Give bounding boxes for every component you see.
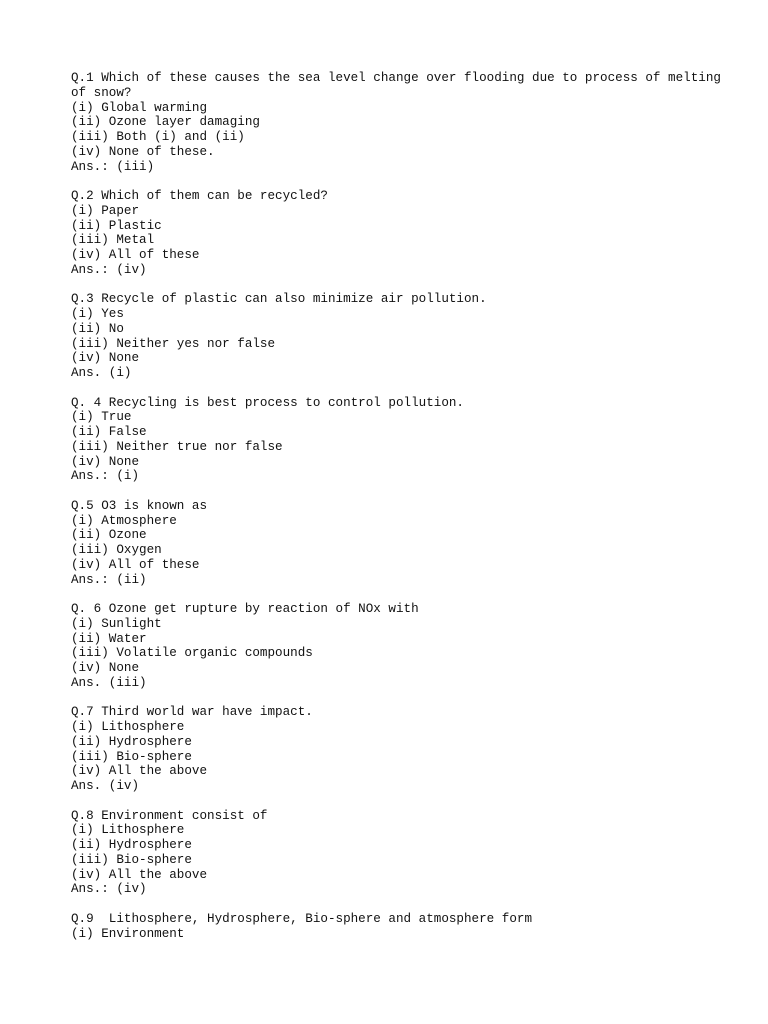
answer-option: (i) Environment — [71, 926, 185, 941]
question-block — [71, 705, 731, 794]
answer-option: (ii) Water — [71, 631, 147, 646]
question-text: Q.8 Environment consist of — [71, 808, 268, 823]
question-block — [71, 292, 731, 381]
answer-option: (ii) Plastic — [71, 218, 162, 233]
answer-option: (i) Global warming — [71, 100, 208, 115]
answer-key: Ans.: (ii) — [71, 572, 147, 587]
question-block — [71, 912, 731, 942]
answer-option: (i) Paper — [71, 203, 140, 218]
question-text: Q.7 Third world war have impact. — [71, 705, 313, 720]
answer-option: (iv) All the above — [71, 764, 208, 779]
question-block — [71, 189, 731, 278]
question-text: Q.3 Recycle of plastic can also minimize air pollution. — [71, 292, 487, 307]
question-text: Q.9 Lithosphere, Hydrosphere, Bio-sphere and atmosphere form — [71, 911, 533, 926]
answer-option: (i) Atmosphere — [71, 513, 177, 528]
answer-option: (iii) Bio-sphere — [71, 852, 192, 867]
answer-key: Ans.: (iii) — [71, 159, 155, 174]
answer-option: (iii) Volatile organic compounds — [71, 646, 313, 661]
answer-option: (ii) False — [71, 425, 147, 439]
answer-option: (i) Yes — [71, 307, 124, 321]
answer-option: (ii) Ozone layer damaging — [71, 115, 260, 130]
answer-key: Ans.: (iv) — [71, 882, 147, 897]
answer-option: (i) Sunlight — [71, 616, 162, 631]
answer-option: (ii) Hydrosphere — [71, 734, 192, 749]
answer-key: Ans. (iii) — [71, 675, 147, 690]
answer-option: (iv) None — [71, 351, 140, 366]
document-page — [71, 71, 731, 956]
question-block — [71, 809, 731, 898]
answer-option: (iv) All of these — [71, 557, 200, 572]
question-block — [71, 71, 731, 174]
answer-option: (iii) Metal — [71, 233, 155, 248]
question-text: Q.2 Which of them can be recycled? — [71, 189, 328, 203]
answer-option: (iv) All the above — [71, 867, 208, 882]
answer-key: Ans. (iv) — [71, 779, 140, 793]
question-text: Q.5 O3 is known as — [71, 498, 208, 513]
answer-option: (i) Lithosphere — [71, 823, 185, 838]
answer-option: (iii) Bio-sphere — [71, 749, 192, 764]
question-block — [71, 499, 731, 588]
answer-option: (iv) All of these — [71, 248, 200, 262]
question-text: Q. 4 Recycling is best process to control pollution. — [71, 395, 464, 410]
answer-key: Ans. (i) — [71, 366, 132, 380]
question-text: Q.1 Which of these causes the sea level change over flooding due to process of melting of snow? — [71, 71, 729, 100]
question-block — [71, 602, 731, 691]
answer-option: (i) Lithosphere — [71, 720, 185, 734]
answer-option: (iii) Oxygen — [71, 543, 162, 557]
answer-key: Ans.: (i) — [71, 469, 140, 484]
answer-option: (iii) Neither yes nor false — [71, 336, 276, 351]
answer-option: (iv) None of these. — [71, 144, 215, 159]
answer-option: (ii) Ozone — [71, 528, 147, 543]
answer-option: (i) True — [71, 410, 132, 425]
answer-option: (iv) None — [71, 661, 140, 675]
answer-key: Ans.: (iv) — [71, 262, 147, 277]
answer-option: (iii) Both (i) and (ii) — [71, 130, 245, 144]
answer-option: (ii) Hydrosphere — [71, 838, 192, 852]
answer-option: (ii) No — [71, 321, 124, 336]
question-text: Q. 6 Ozone get rupture by reaction of NOx with — [71, 602, 419, 616]
answer-option: (iii) Neither true nor false — [71, 439, 283, 454]
question-block — [71, 396, 731, 485]
answer-option: (iv) None — [71, 454, 140, 469]
